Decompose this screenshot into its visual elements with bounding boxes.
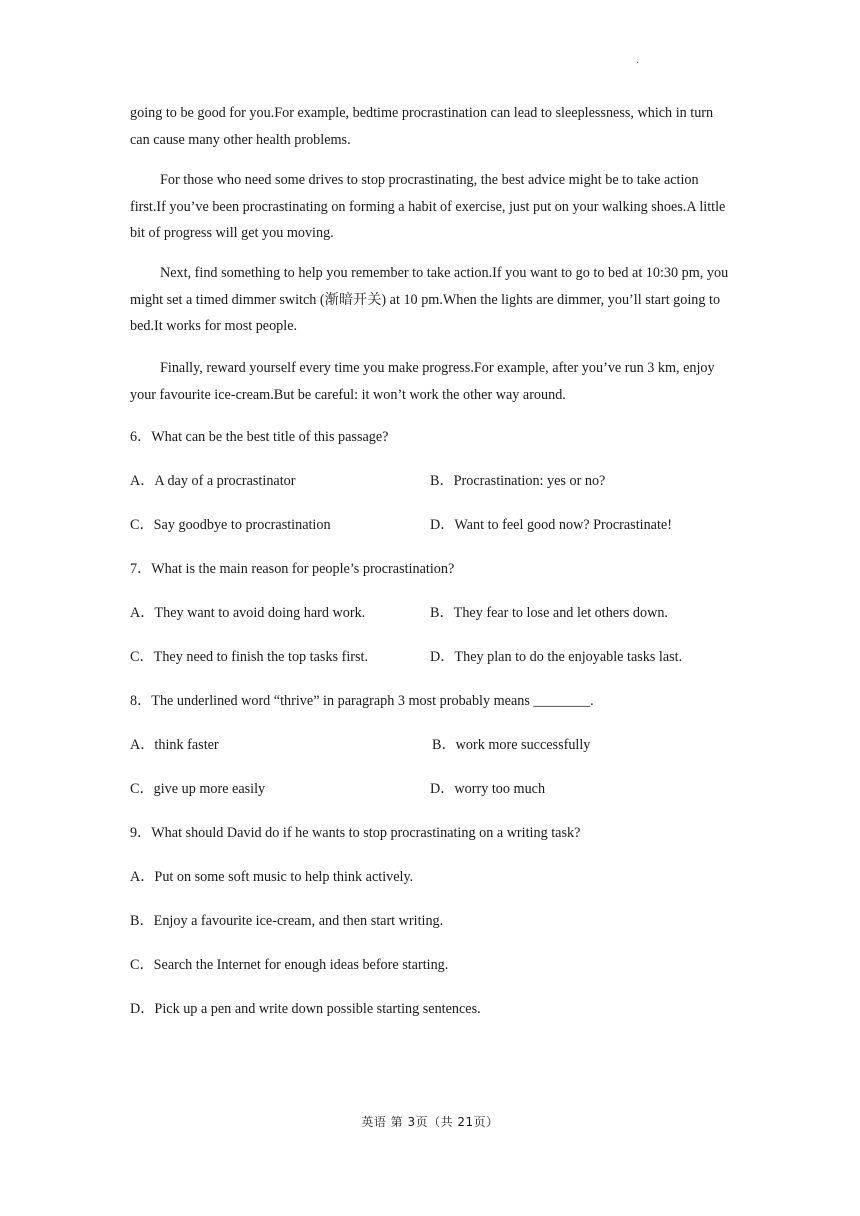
question-6-option-d[interactable]: D．Want to feel good now? Procrastinate! bbox=[430, 517, 672, 533]
question-6-stem: 6．What can be the best title of this passage? bbox=[130, 429, 389, 445]
question-8-stem: 8．The underlined word “thrive” in paragraph 3 most probably means ________. bbox=[130, 693, 594, 709]
question-8-option-c[interactable]: C．give up more easily bbox=[130, 781, 266, 797]
page-marker: · bbox=[636, 58, 640, 69]
question-8-option-d[interactable]: D．worry too much bbox=[430, 781, 546, 797]
question-6-option-c[interactable]: C．Say goodbye to procrastination bbox=[130, 517, 331, 533]
question-7-stem: 7．What is the main reason for people’s procrastination? bbox=[130, 561, 455, 577]
page-footer: 英语 第 3页（共 21页） bbox=[361, 1115, 499, 1129]
question-9-option-d[interactable]: D．Pick up a pen and write down possible starting sentences. bbox=[130, 1001, 481, 1017]
question-8-option-a[interactable]: A．think faster bbox=[130, 737, 219, 753]
question-9-option-a[interactable]: A．Put on some soft music to help think actively. bbox=[130, 869, 414, 885]
question-6-option-b[interactable]: B．Procrastination: yes or no? bbox=[430, 473, 606, 489]
question-9-option-b[interactable]: B．Enjoy a favourite ice-cream, and then start writing. bbox=[130, 913, 444, 929]
question-9-stem: 9．What should David do if he wants to stop procrastinating on a writing task? bbox=[130, 825, 581, 841]
question-7-option-b[interactable]: B．They fear to lose and let others down. bbox=[430, 605, 668, 621]
question-8-option-b[interactable]: B．work more successfully bbox=[432, 737, 591, 753]
passage-paragraph-3: Next, find something to help you remember to take action.If you want to go to bed at 10:30 pm, you might set a timed dimmer switch (渐暗开关) at 10 pm.When the lights are dimmer, you’ll start going to bed.It works for most people. bbox=[130, 265, 729, 334]
question-7-option-a[interactable]: A．They want to avoid doing hard work. bbox=[130, 605, 366, 621]
question-6-option-a[interactable]: A．A day of a procrastinator bbox=[130, 473, 296, 489]
passage-paragraph-1: going to be good for you.For example, bedtime procrastination can lead to sleeplessness, which in turn can cause many other health problems. bbox=[130, 105, 714, 148]
passage-paragraph-2: For those who need some drives to stop procrastinating, the best advice might be to take action first.If you’ve been procrastinating on forming a habit of exercise, just put on your walking shoes.A little bit of progress will get you moving. bbox=[130, 172, 726, 241]
question-9-option-c[interactable]: C．Search the Internet for enough ideas before starting. bbox=[130, 957, 449, 973]
question-7-option-d[interactable]: D．They plan to do the enjoyable tasks last. bbox=[430, 649, 683, 665]
passage-paragraph-4: Finally, reward yourself every time you make progress.For example, after you’ve run 3 km, enjoy your favourite ice-cream.But be careful: it won’t work the other way around. bbox=[130, 360, 715, 403]
question-7-option-c[interactable]: C．They need to finish the top tasks first. bbox=[130, 649, 369, 665]
